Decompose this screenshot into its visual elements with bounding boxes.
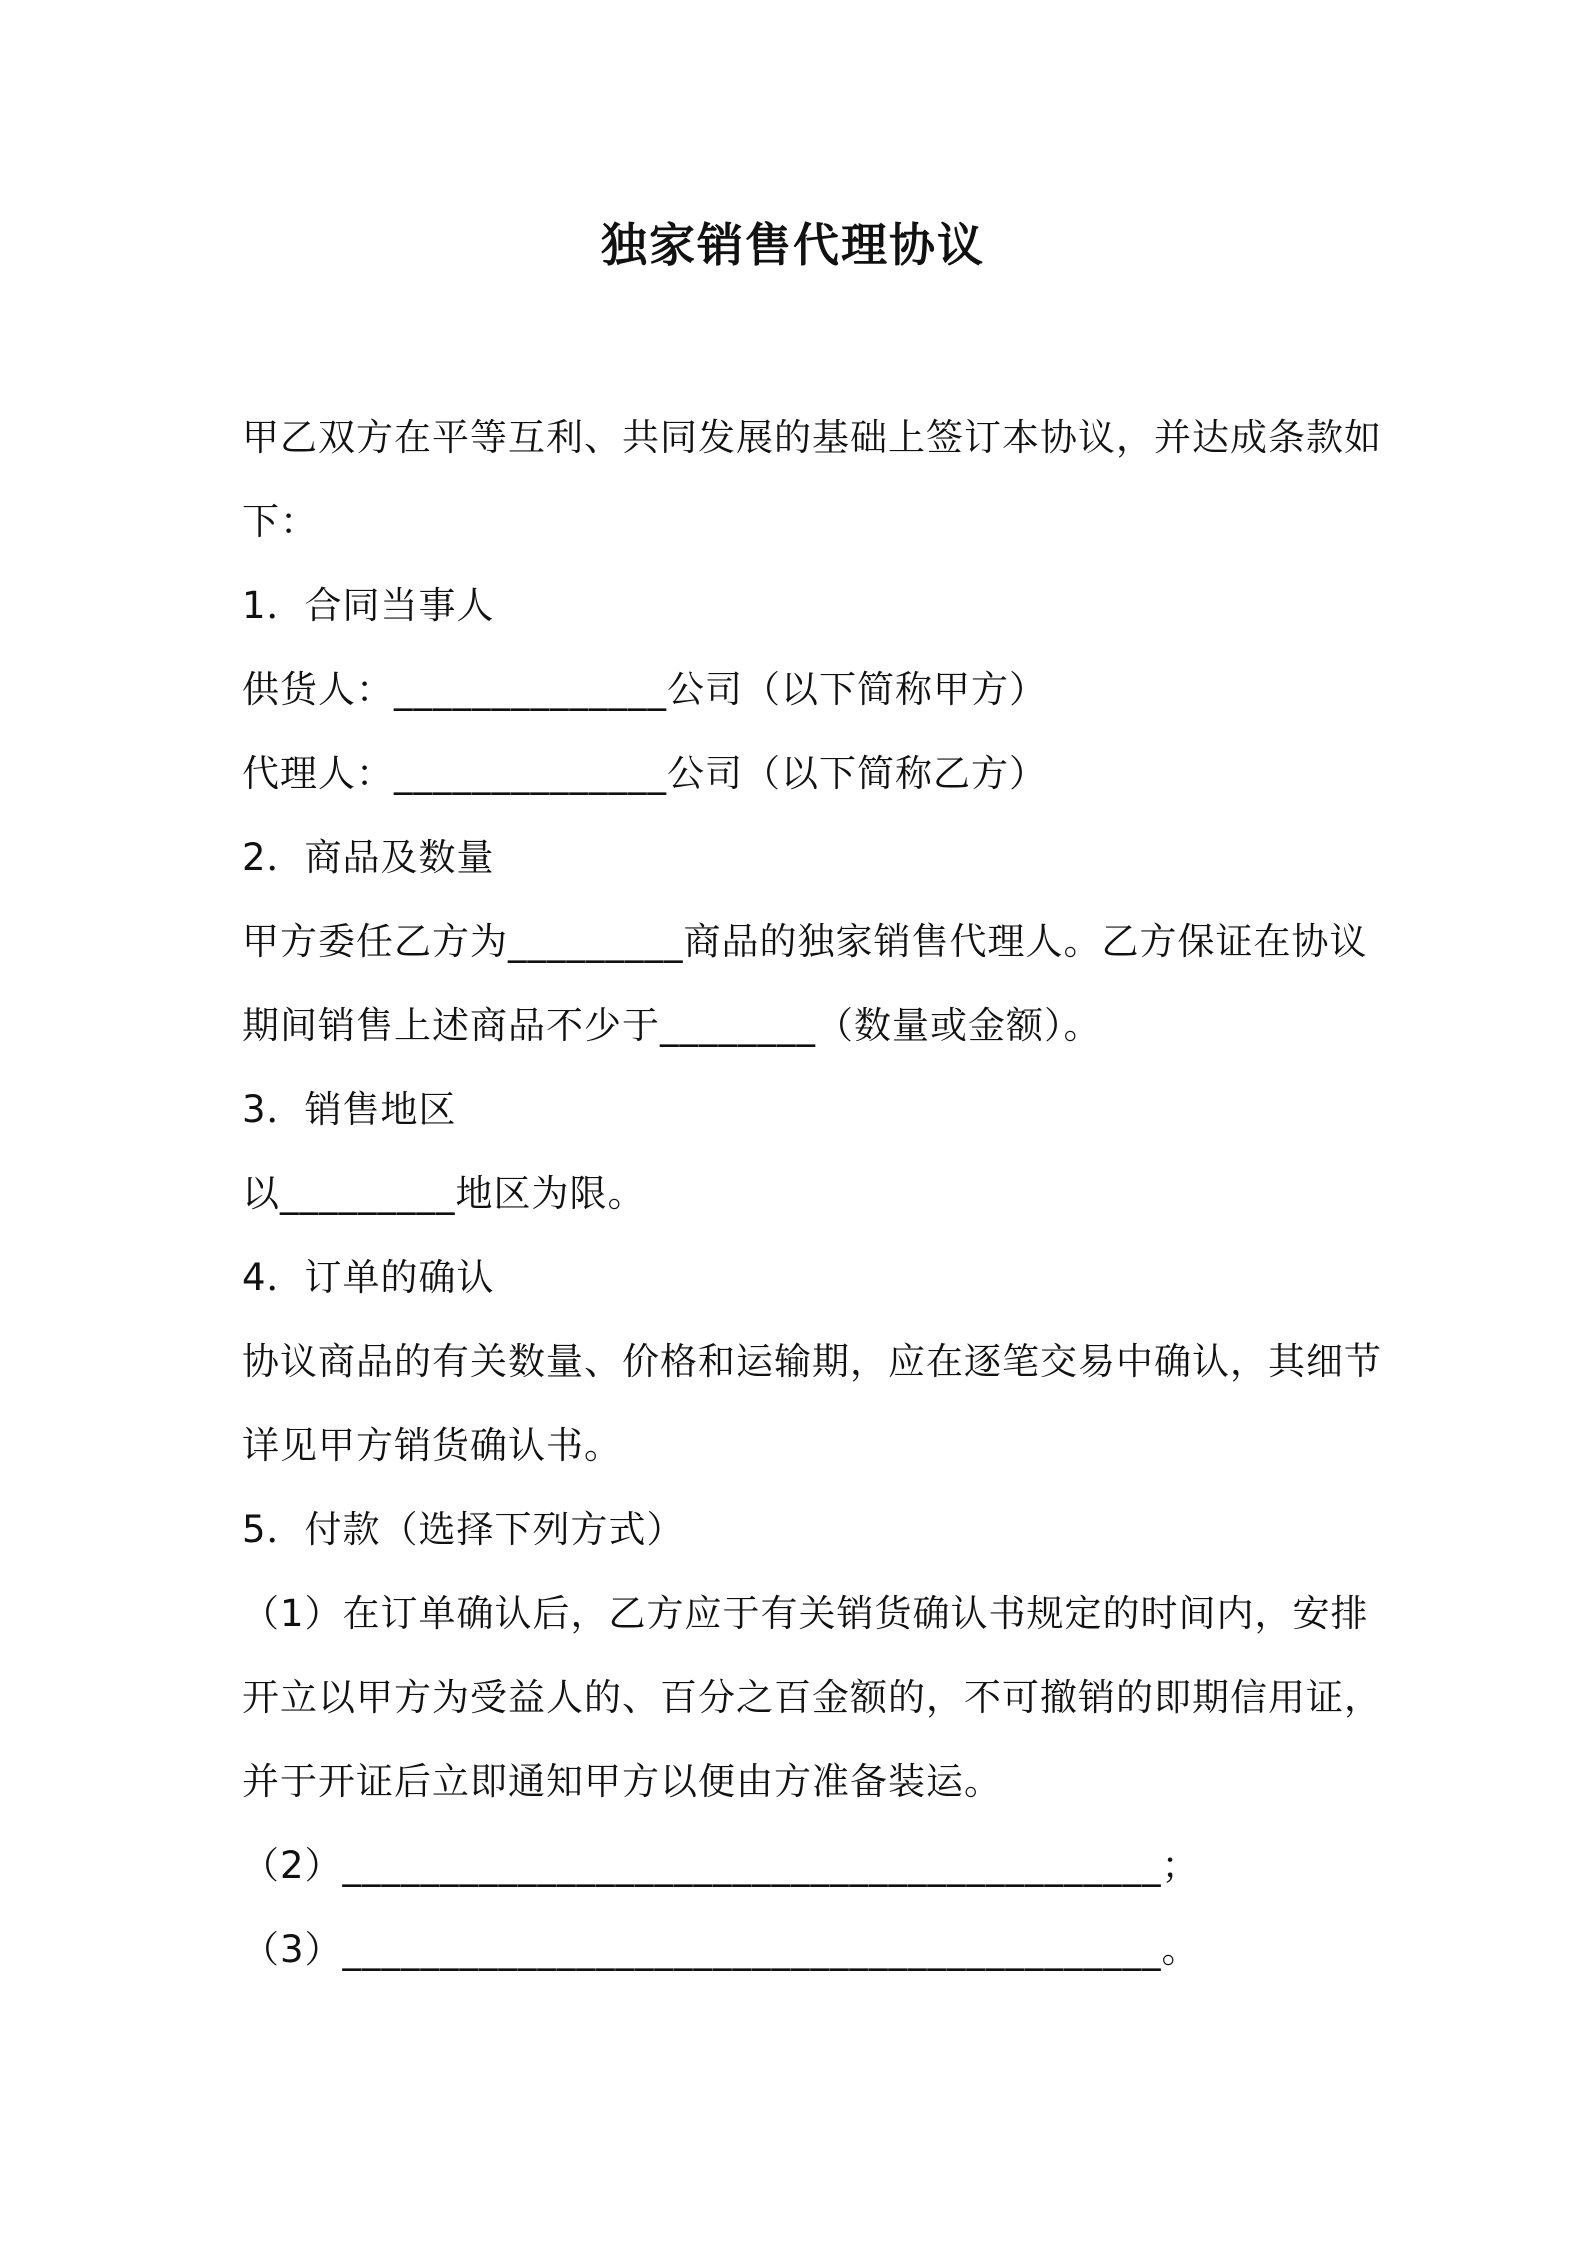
- supplier-line: 供货人：______________公司（以下简称甲方）: [242, 668, 1047, 711]
- payment-option-2-line: （2）__________________________________________；: [242, 1844, 1200, 1887]
- intro-line-2: 下：: [242, 500, 318, 543]
- section-heading-region: 3．销售地区: [242, 1088, 457, 1131]
- orders-line-1: 协议商品的有关数量、价格和运输期，应在逐笔交易中确认，其细节: [242, 1340, 1382, 1383]
- section-heading-parties: 1．合同当事人: [242, 584, 495, 627]
- section-heading-orders: 4．订单的确认: [242, 1256, 495, 1299]
- agent-line: 代理人：______________公司（以下简称乙方）: [242, 752, 1047, 795]
- section-heading-goods: 2．商品及数量: [242, 836, 495, 879]
- region-line: 以_________地区为限。: [242, 1172, 646, 1215]
- payment-option-1-line-2: 开立以甲方为受益人的、百分之百金额的，不可撤销的即期信用证，: [242, 1676, 1382, 1719]
- orders-line-2: 详见甲方销货确认书。: [242, 1424, 622, 1467]
- payment-option-1-line-1: （1）在订单确认后，乙方应于有关销货确认书规定的时间内，安排: [242, 1592, 1369, 1635]
- goods-line-2: 期间销售上述商品不少于________（数量或金额）。: [242, 1004, 1102, 1047]
- document-title: 独家销售代理协议: [601, 218, 985, 272]
- section-heading-payment: 5．付款（选择下列方式）: [242, 1508, 685, 1551]
- payment-option-1-line-3: 并于开证后立即通知甲方以便由方准备装运。: [242, 1760, 1002, 1803]
- payment-option-3-line: （3）__________________________________________。: [242, 1928, 1200, 1971]
- goods-line-1: 甲方委任乙方为_________商品的独家销售代理人。乙方保证在协议: [242, 920, 1368, 963]
- intro-line-1: 甲乙双方在平等互利、共同发展的基础上签订本协议，并达成条款如: [242, 416, 1382, 459]
